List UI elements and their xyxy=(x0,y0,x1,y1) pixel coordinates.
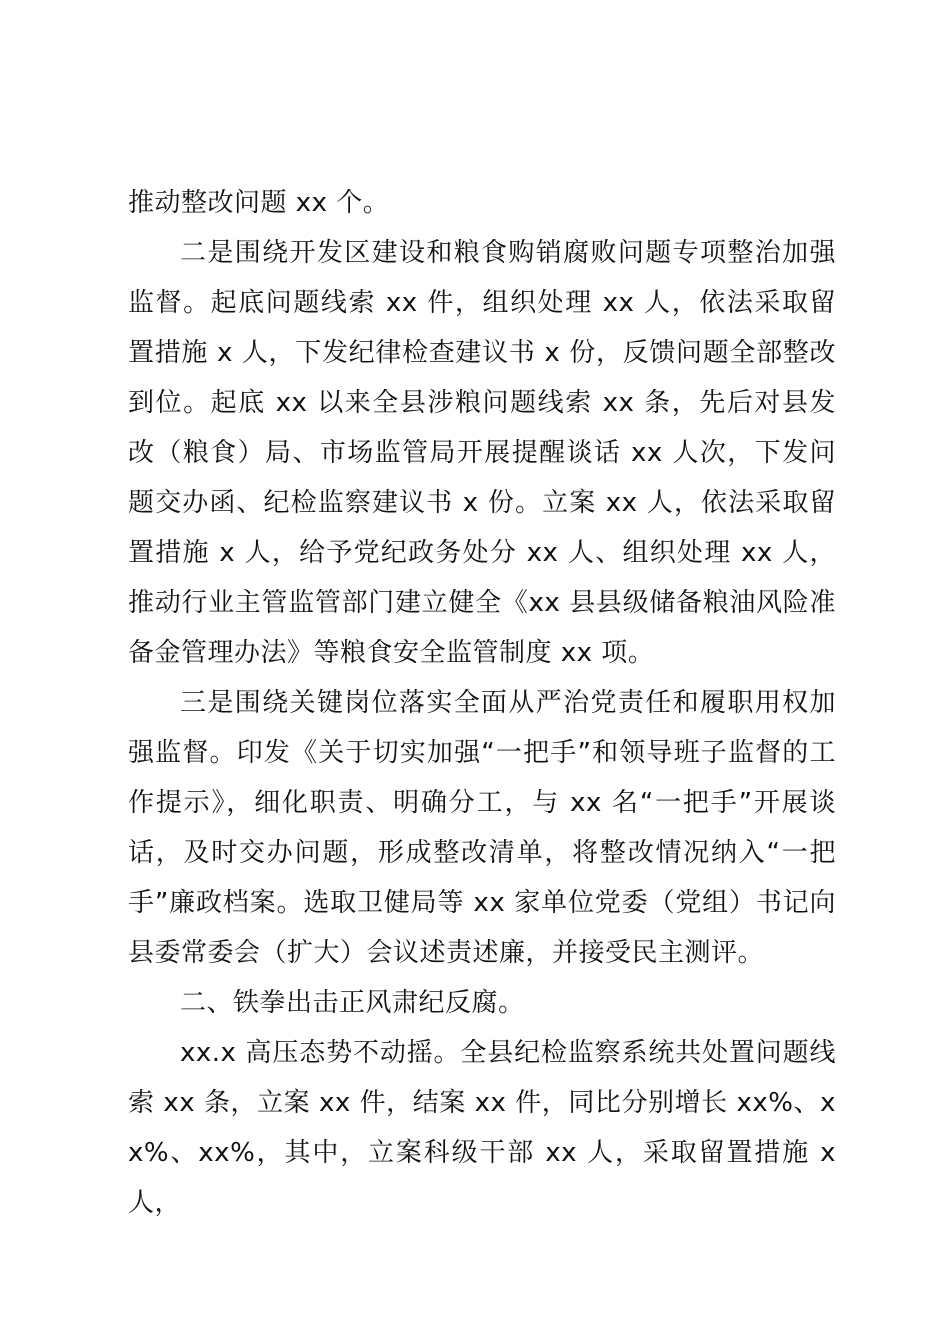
document-body xyxy=(128,178,836,1228)
paragraph-high-pressure: xx.x 高压态势不动摇。全县纪检监察系统共处置问题线索 xx 条，立案 xx 件，结案 xx 件，同比分别增长 xx%、xx%、xx%，其中，立案科级干部 xx 人，采取留置措施 x 人， xyxy=(128,1038,836,1218)
paragraph-grain-supervision: 二是围绕开发区建设和粮食购销腐败问题专项整治加强监督。起底问题线索 xx 件，组织处理 xx 人，依法采取留置措施 x 人，下发纪律检查建议书 x 份，反馈问题全部整改到位。起底 xx 以来全县涉粮问题线索 xx 条，先后对县发改（粮食）局、市场监管局开展提醒谈话 xx 人次，下发问题交办函、纪检监察建议书 x 份。立案 xx 人，依法采取留置措施 x 人，给予党纪政务处分 xx 人、组织处理 xx 人，推动行业主管监管部门建立健全《xx 县县级储备粮油风险准备金管理办法》等粮食安全监管制度 xx 项。 xyxy=(128,238,836,668)
paragraph-key-positions: 三是围绕关键岗位落实全面从严治党责任和履职用权加强监督。印发《关于切实加强“一把手”和领导班子监督的工作提示》，细化职责、明确分工，与 xx 名“一把手”开展谈话，及时交办问题，形成整改清单，将整改情况纳入“一把手”廉政档案。选取卫健局等 xx 家单位党委（党组）书记向县委常委会（扩大）会议述责述廉，并接受民主测评。 xyxy=(128,688,836,968)
paragraph-continuation: 推动整改问题 xx 个。 xyxy=(128,188,390,218)
section-heading-anti-corruption: 二、铁拳出击正风肃纪反腐。 xyxy=(180,988,525,1018)
